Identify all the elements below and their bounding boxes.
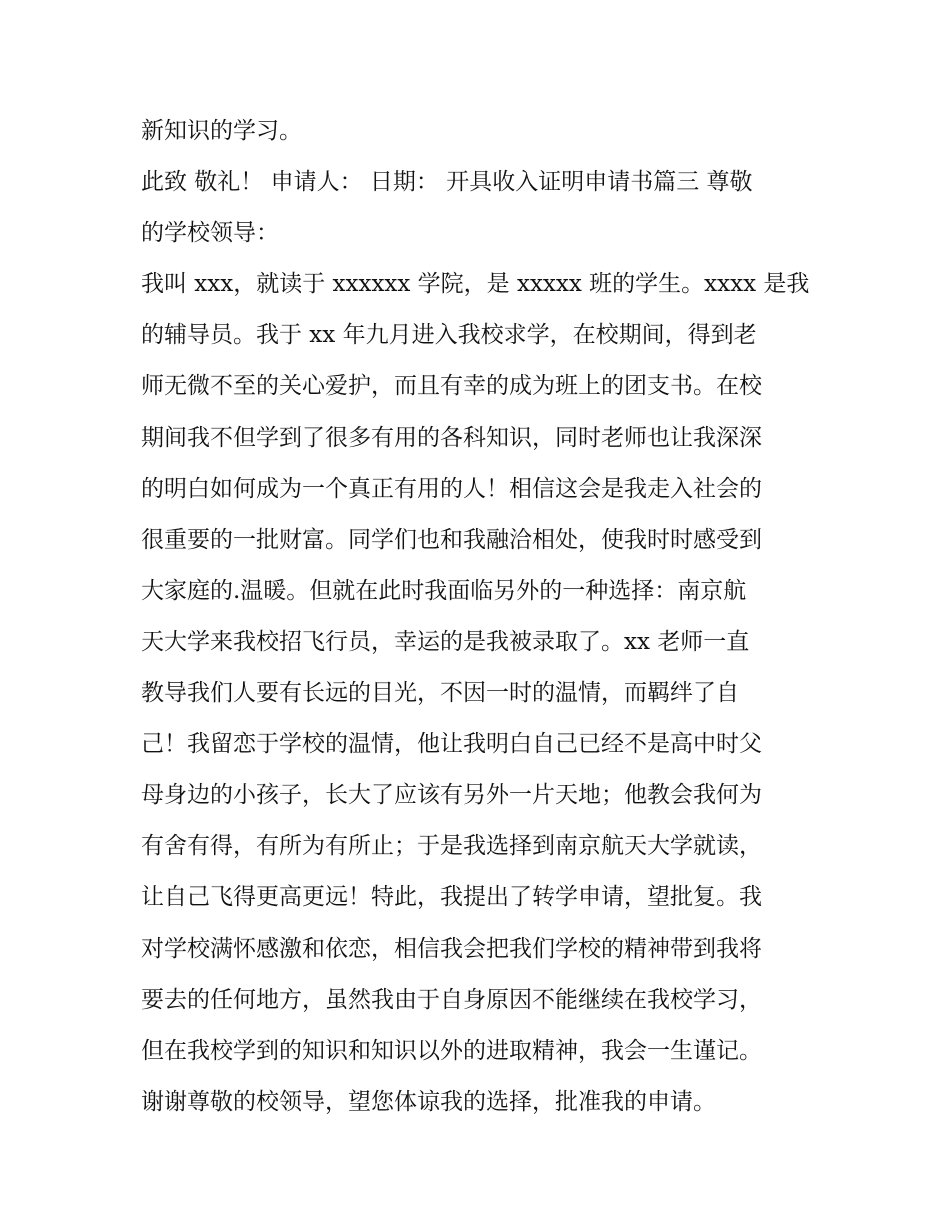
text-line-14: 母身边的小孩子，长大了应该有另外一片天地；他教会我何为: [141, 782, 762, 809]
text-line-18: 要去的任何地方，虽然我由于自身原因不能继续在我校学习，: [141, 986, 762, 1013]
text-line-20: 谢谢尊敬的校领导，望您体谅我的选择，批准我的申请。: [141, 1088, 716, 1115]
text-line-3: 的学校领导：: [141, 220, 279, 247]
text-line-2: 此致 敬礼！ 申请人： 日期： 开具收入证明申请书篇三 尊敬: [141, 169, 753, 196]
text-line-5: 的辅导员。我于 xx 年九月进入我校求学，在校期间，得到老: [141, 322, 757, 349]
text-line-6: 师无微不至的关心爱护，而且有幸的成为班上的团支书。在校: [141, 373, 762, 400]
text-line-12: 教导我们人要有长远的目光，不因一时的温情，而羁绊了自: [141, 680, 739, 707]
text-line-10: 大家庭的.温暖。但就在此时我面临另外的一种选择：南京航: [141, 577, 747, 604]
text-line-13: 己！我留恋于学校的温情，他让我明白自己已经不是高中时父: [141, 731, 762, 758]
text-line-7: 期间我不但学到了很多有用的各科知识，同时老师也让我深深: [141, 424, 762, 451]
letter-body: [141, 106, 821, 1128]
text-line-19: 但在我校学到的知识和知识以外的进取精神，我会一生谨记。: [141, 1037, 762, 1064]
text-line-9: 很重要的一批财富。同学们也和我融洽相处，使我时时感受到: [141, 526, 762, 553]
text-line-1: 新知识的学习。: [141, 118, 302, 144]
text-line-4: 我叫 xxx，就读于 xxxxxx 学院，是 xxxxx 班的学生。xxxx 是我: [141, 271, 810, 298]
text-line-15: 有舍有得，有所为有所止；于是我选择到南京航天大学就读，: [141, 833, 762, 860]
text-line-16: 让自己飞得更高更远！特此，我提出了转学申请，望批复。我: [141, 884, 762, 911]
text-line-8: 的明白如何成为一个真正有用的人！相信这会是我走入社会的: [141, 475, 762, 502]
text-line-17: 对学校满怀感激和依恋，相信我会把我们学校的精神带到我将: [141, 935, 762, 962]
text-line-11: 天大学来我校招飞行员，幸运的是我被录取了。xx 老师一直: [141, 628, 750, 655]
